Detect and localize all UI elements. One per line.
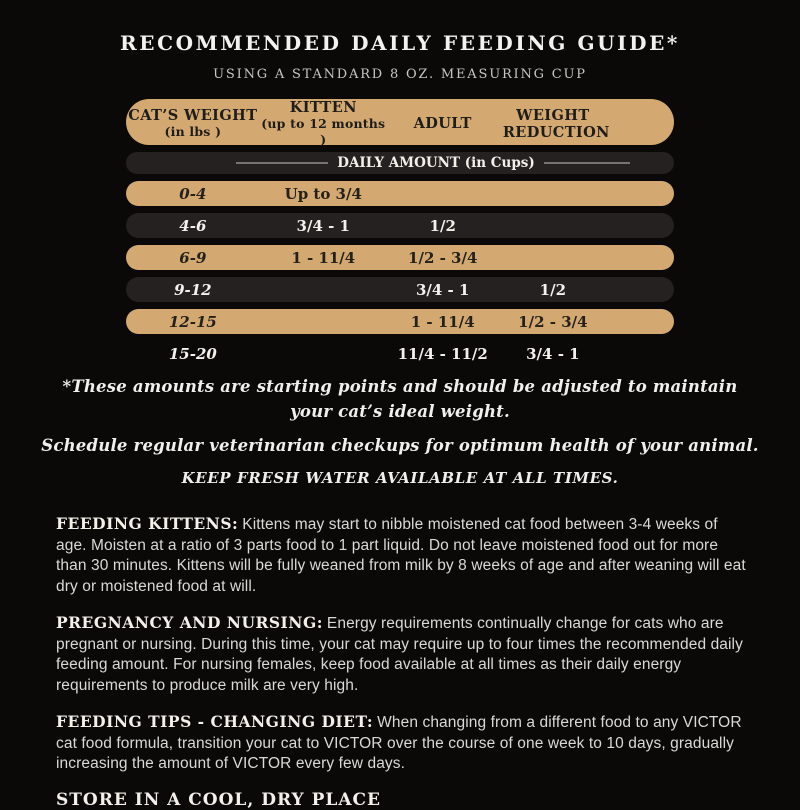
section-body: Energy requirements continually change for cats who are pregnant or nursing. During this time, your cat may require up to four times the recommended daily feeding amount. For nursing females, keep food available at all times as their daily energy requirements to produce milk are very high.: [56, 615, 743, 694]
column-header-adult: [387, 115, 499, 132]
note-vet-checkups: Schedule regular veterinarian checkups for optimum health of your animal.: [41, 436, 759, 455]
section-changing-diet: [56, 712, 746, 775]
table-row-0-4: [126, 181, 674, 206]
daily-amount-band: [126, 152, 674, 174]
cell-adult: 1 - 11/4: [410, 312, 475, 331]
cell-adult: 1/2: [429, 216, 456, 235]
cell-weight: 15-20: [168, 344, 217, 363]
cell-kitten: 3/4 - 1: [296, 216, 350, 235]
column-header-cats-weight: [126, 107, 260, 140]
cell-weight: 0-4: [179, 184, 207, 203]
column-header-kitten: [260, 99, 387, 148]
cell-reduction: 3/4 - 1: [526, 344, 580, 363]
column-header-weight-reduction: [499, 107, 608, 141]
table-header-row: [126, 99, 674, 145]
cell-kitten: 1 - 11/4: [291, 248, 356, 267]
section-feeding-kittens: [56, 514, 746, 597]
column-label: KITTEN: [289, 99, 357, 116]
section-body: Kittens may start to nibble moistened cat food between 3-4 weeks of age. Moisten at a ratio of 3 parts food to 1 part liquid. Do not leave moistened food out for more than 30 minutes. Kittens will be fully weaned from milk by 8 weeks of age and after weaning will eat dry or moistened food at will.: [56, 516, 746, 595]
storage-instruction: STORE IN A COOL, DRY PLACE: [56, 789, 382, 810]
column-sublabel: (in lbs ): [164, 124, 222, 139]
section-heading: FEEDING TIPS - CHANGING DIET:: [56, 712, 374, 731]
feeding-table: [126, 99, 674, 366]
table-row-6-9: [126, 245, 674, 270]
column-label: WEIGHT REDUCTION: [502, 106, 610, 141]
info-sections: [56, 514, 746, 775]
section-heading: FEEDING KITTENS:: [56, 514, 239, 533]
table-row-15-20: [126, 341, 674, 366]
cell-weight: 12-15: [168, 312, 217, 331]
page-subtitle: USING A STANDARD 8 OZ. MEASURING CUP: [213, 67, 587, 82]
band-rule-left: [236, 162, 328, 164]
page-title: RECOMMENDED DAILY FEEDING GUIDE*: [120, 31, 680, 55]
section-body: When changing from a different food to any VICTOR cat food formula, transition your cat to VICTOR over the course of one week to 10 days, gradually increasing the amount of VICTOR every few days.: [56, 714, 742, 772]
table-row-12-15: [126, 309, 674, 334]
band-rule-right: [544, 162, 630, 164]
note-fresh-water: KEEP FRESH WATER AVAILABLE AT ALL TIMES.: [181, 469, 619, 487]
section-heading: PREGNANCY AND NURSING:: [56, 613, 323, 632]
column-sublabel: (up to 12 months ): [261, 116, 386, 147]
cell-adult: 3/4 - 1: [415, 280, 470, 299]
cell-adult: 1/2 - 3/4: [408, 248, 478, 267]
note-adjust-amounts: *These amounts are starting points and should be adjusted to maintain your cat’s ideal weight.: [62, 377, 738, 421]
table-row-9-12: [126, 277, 674, 302]
daily-amount-label: DAILY AMOUNT (in Cups): [337, 155, 535, 171]
column-label: ADULT: [413, 115, 472, 132]
cell-adult: 11/4 - 11/2: [397, 344, 488, 363]
cell-kitten: Up to 3/4: [284, 184, 362, 203]
section-pregnancy-nursing: [56, 613, 746, 696]
cell-weight: 4-6: [179, 216, 207, 235]
column-label: CAT’S WEIGHT: [128, 107, 258, 124]
cell-weight: 9-12: [174, 280, 212, 299]
cell-reduction: 1/2 - 3/4: [518, 312, 588, 331]
cell-reduction: 1/2: [539, 280, 567, 299]
table-row-4-6: [126, 213, 674, 238]
cell-weight: 6-9: [179, 248, 207, 267]
